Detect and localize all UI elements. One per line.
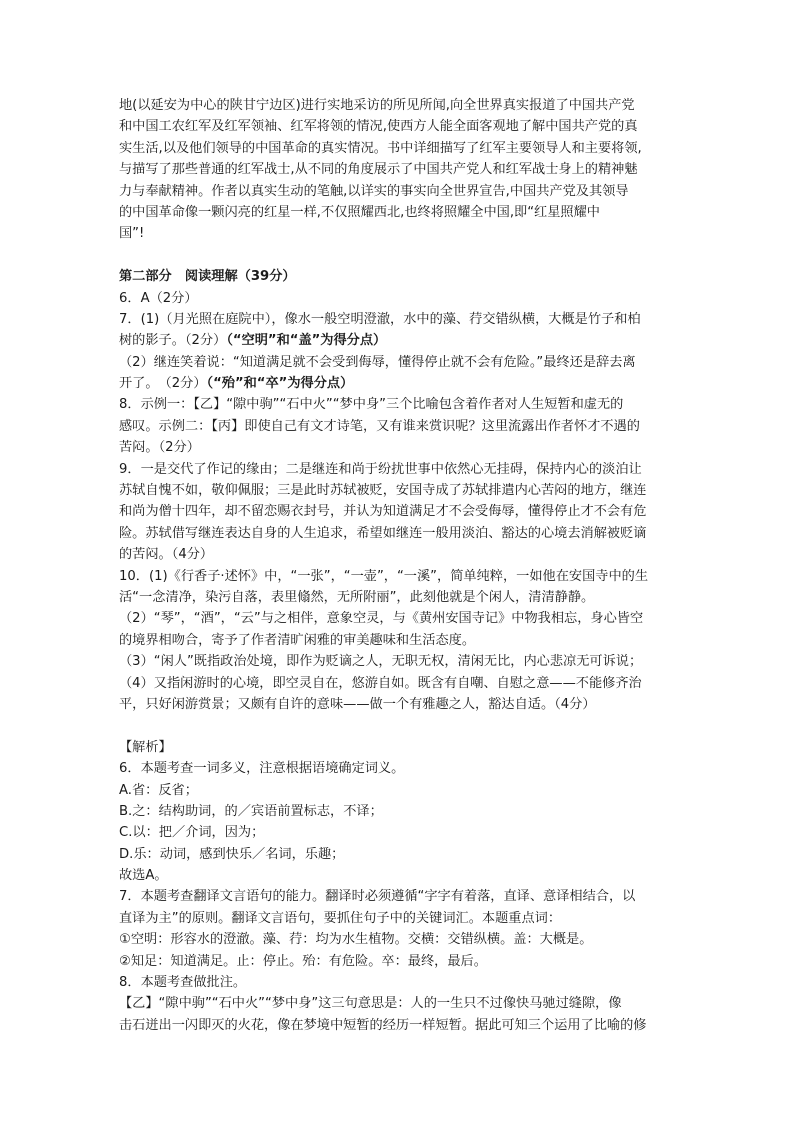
answer-text: 开了。 （2分）	[119, 376, 207, 392]
analysis-8-line: 8．本题考查做批注。	[119, 975, 247, 991]
part2-section	[119, 266, 679, 715]
text-line: 与描写了那些普通的红军战士,从不同的角度展示了中国共产党人和红军战士身上的精神魅	[119, 162, 638, 178]
analysis-8-line: 【乙】“隙中驹”“石中火”“梦中身”这三句意思是：人的一生只不过像快马驰过缝隙，像	[119, 996, 622, 1012]
scoring-note: （“殆”和“卒”为得分点）	[206, 376, 354, 392]
answer-8-line: 苦闷。（2分）	[119, 440, 200, 456]
answer-10-line: 平，只好闲游赏景；又颇有自许的意味——做一个有雅趣之人，豁达自适。（4分）	[119, 696, 596, 712]
answer-10-line: （3）“闲人”既指政治处境，即作为贬谪之人，无职无权，清闲无比，内心悲凉无可诉说；	[119, 654, 643, 670]
answer-9-line: 的苦闷。（4分）	[119, 547, 214, 563]
analysis-7-line: 直译为主”的原则。翻译文言语句，要抓住句子中的关键词汇。本题重点词：	[119, 910, 562, 926]
document-page	[119, 95, 679, 1036]
answer-7-line: 7．(1)（月光照在庭院中），像水一般空明澄澈，水中的藻、荇交错纵横，大概是竹子和柏	[119, 311, 641, 327]
answer-9-line: 险。苏轼借写继连表达自身的人生追求，希望如继连一般用淡泊、豁达的心境去消解被贬谪	[119, 525, 647, 541]
answer-8-line: 感叹。示例二：【丙】即使自己有文才诗笔，又有谁来赏识呢？这里流露出作者怀才不遇的	[119, 418, 640, 434]
answer-7-line	[119, 373, 679, 394]
analysis-6-line: D.乐：动词，感到快乐／名词，乐趣；	[119, 846, 345, 862]
section-heading: 第二部分 阅读理解（39分）	[119, 269, 296, 285]
analysis-6-line: C.以：把／介词，因为；	[119, 825, 265, 841]
answer-10-line: （4）又指闲游时的心境，即空灵自在，悠游自如。既含有自嘲、自慰之意——不能修齐治	[119, 675, 642, 691]
answer-8-line: 8．示例一：【乙】“隙中驹”“石中火”“梦中身”三个比喻包含着作者对人生短暂和虚无的	[119, 397, 624, 413]
text-line: 地(以延安为中心的陕甘宁边区)进行实地采访的所见所闻,向全世界真实报道了中国共产党	[119, 98, 635, 113]
intro-paragraph	[119, 95, 679, 245]
answer-6: 6．A（2分）	[119, 290, 198, 306]
answer-10-line: 10．(1)《行香子·述怀》中，“一张”，“一壶”，“一溪”，简单纯粹，一如他在安国寺中的生	[119, 568, 649, 584]
answer-9-line: 9．一是交代了作记的缘由；二是继连和尚于纷扰世事中依然心无挂碍，保持内心的淡泊让	[119, 461, 642, 477]
answer-9-line: 苏轼自愧不如，敬仰佩服；三是此时苏轼被贬，安国寺成了苏轼排遣内心苦闷的地方，继连	[119, 483, 647, 499]
analysis-section	[119, 737, 679, 1036]
answer-10-line: 活“一念清净，染污自落，表里翛然，无所附丽”，此刻他就是个闲人，清清静静。	[119, 589, 595, 605]
scoring-note: （“空明”和“盖”为得分点）	[226, 333, 387, 349]
analysis-7-line: 7．本题考查翻译文言语句的能力。翻译时必须遵循“字字有着落，直译、意译相结合，以	[119, 889, 636, 905]
text-line: 实生活,以及他们领导的中国革命的真实情况。书中详细描写了红军主要领导人和主要将领,	[119, 140, 642, 156]
text-line: 和中国工农红军及红军领袖、红军将领的情况,使西方人能全面客观地了解中国共产党的真	[119, 119, 638, 135]
answer-9-line: 和尚为僧十四年，却不留恋赐衣封号，并认为知道满足才不会受侮辱，懂得停止才不会有危	[119, 504, 647, 520]
analysis-6-line: A.省：反省；	[119, 782, 198, 798]
text-line: 的中国革命像一颗闪亮的红星一样,不仅照耀西北,也终将照耀全中国,即“红星照耀中	[119, 204, 600, 220]
analysis-6-line: 故选A。	[119, 868, 168, 884]
answer-10-line: （2）“琴”，“酒”，“云”与之相伴，意象空灵，与《黄州安国寺记》中物我相忘，身心皆空	[119, 611, 644, 627]
analysis-heading: 【解析】	[119, 739, 172, 755]
text-line: 国”!	[119, 226, 145, 242]
answer-7-line: （2）继连笑着说：“知道满足就不会受到侮辱，懂得停止就不会有危险。”最终还是辞去离	[119, 354, 636, 370]
analysis-7-line: ①空明：形容水的澄澈。藻、荇：均为水生植物。交横：交错纵横。盖：大概是。	[119, 932, 593, 948]
answer-7-line	[119, 330, 679, 351]
text-line: 力与奉献精神。作者以真实生动的笔触,以详实的事实向全世界宣告,中国共产党及其领导	[119, 183, 629, 199]
analysis-6-line: B.之：结构助词，的／宾语前置标志，不译；	[119, 803, 383, 819]
spacer	[119, 715, 679, 736]
analysis-7-line: ②知足：知道满足。止：停止。殆：有危险。卒：最终，最后。	[119, 953, 487, 969]
answer-text: 树的影子。（2分）	[119, 333, 227, 349]
analysis-6-line: 6．本题考查一词多义，注意根据语境确定词义。	[119, 761, 405, 777]
spacer	[119, 245, 679, 266]
analysis-8-line: 击石迸出一闪即灭的火花，像在梦境中短暂的经历一样短暂。据此可知三个运用了比喻的修	[119, 1017, 647, 1033]
answer-10-line: 的境界相吻合，寄予了作者清旷闲雅的审美趣味和生活态度。	[119, 632, 476, 648]
